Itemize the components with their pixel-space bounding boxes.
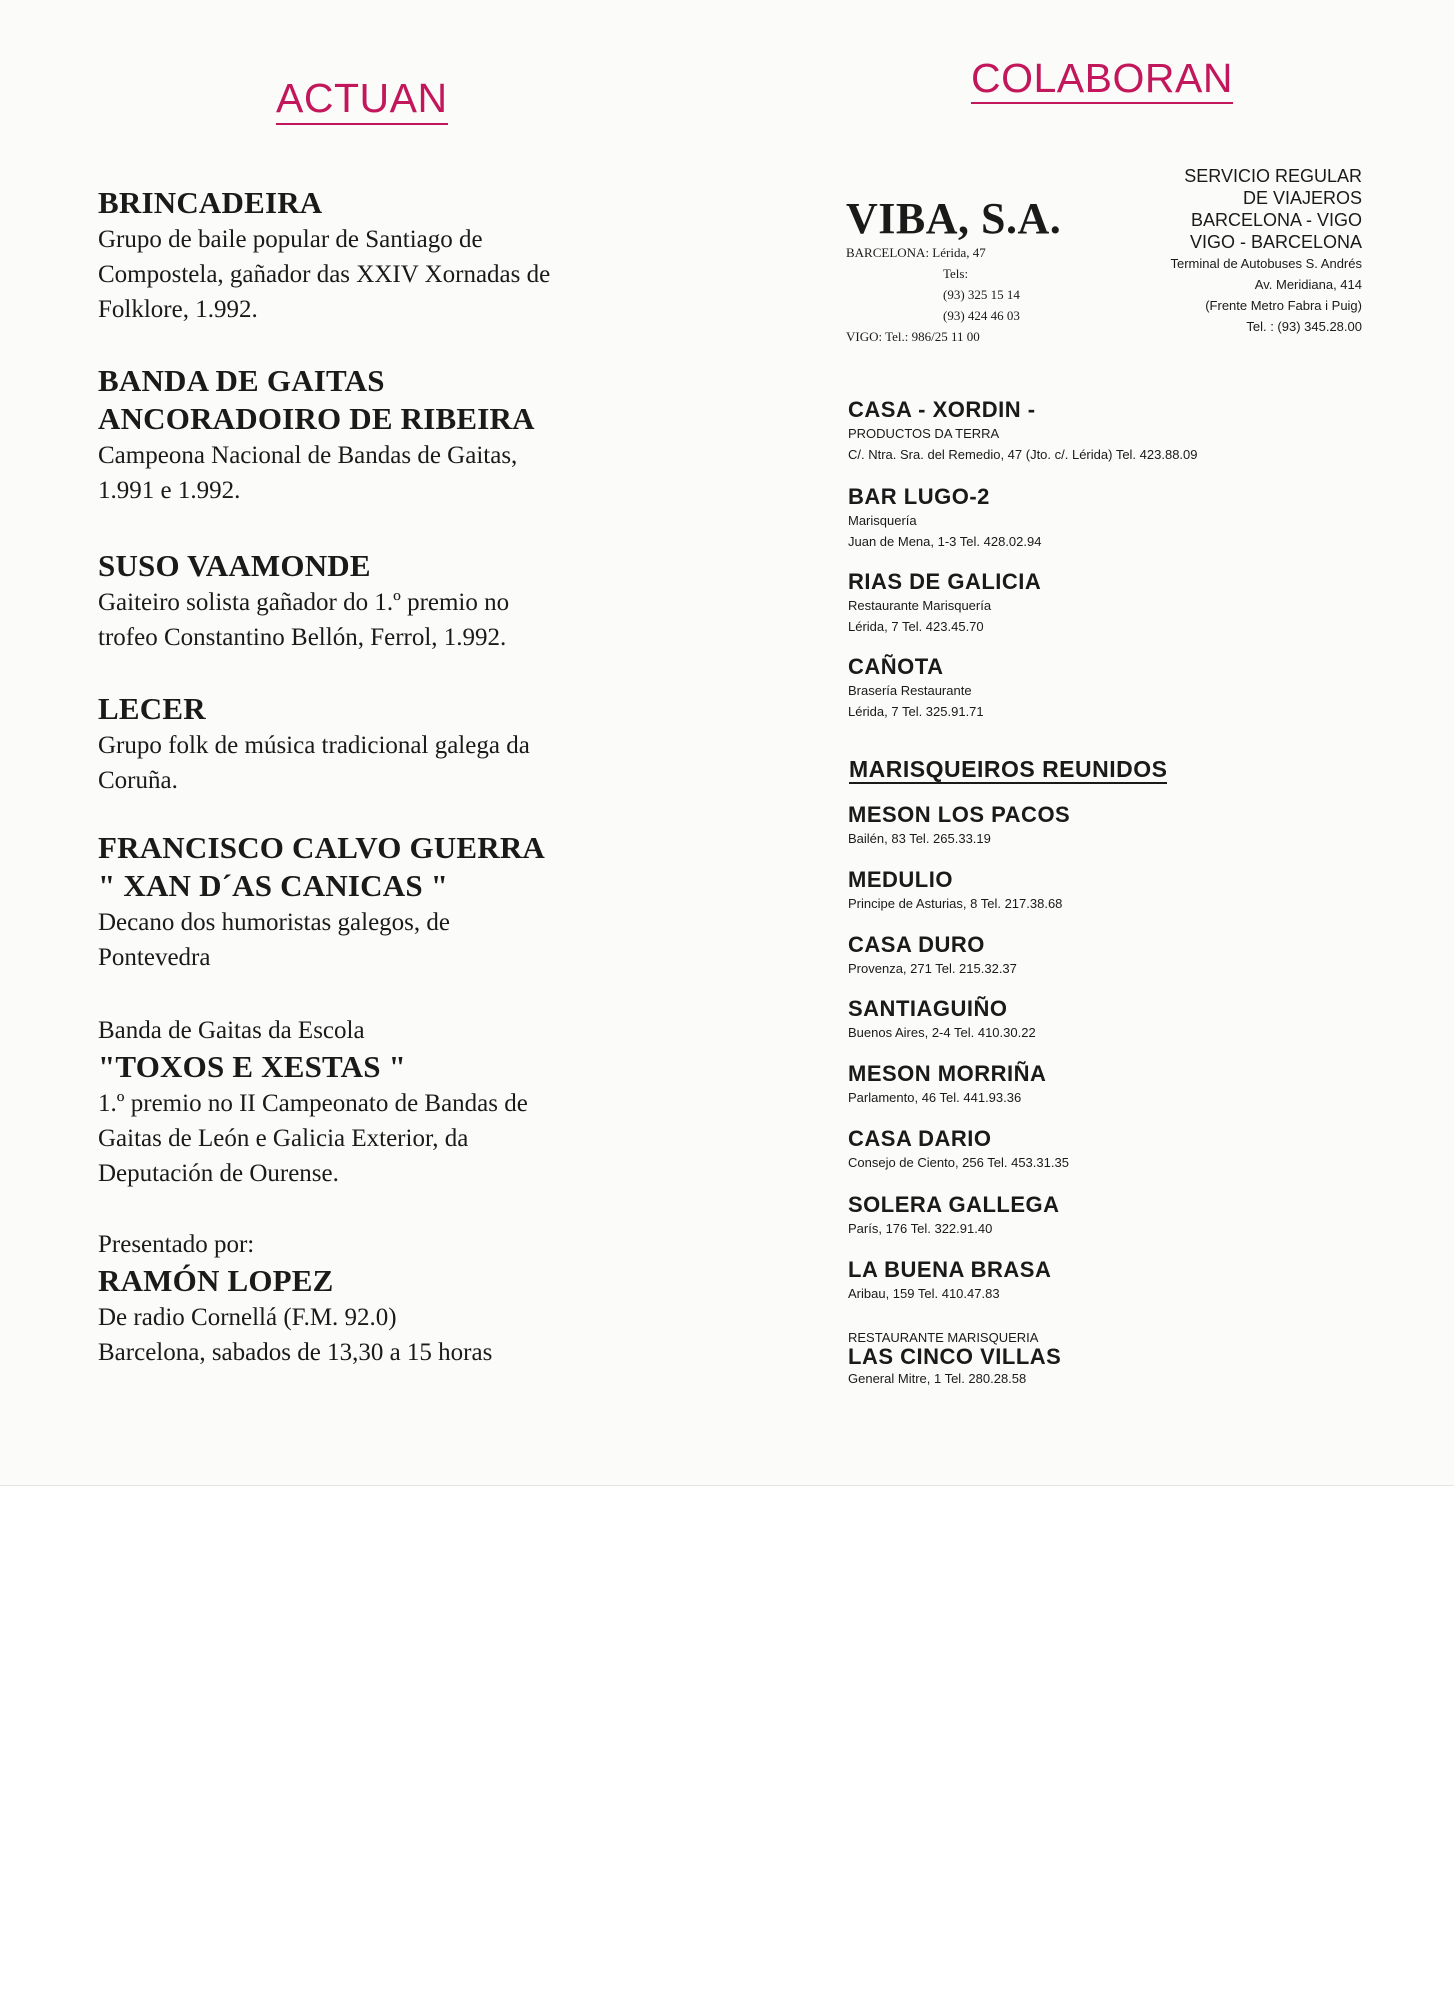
member-line: Buenos Aires, 2-4 Tel. 410.30.22 (848, 1025, 1036, 1040)
sponsor-line: Lérida, 7 Tel. 423.45.70 (848, 619, 984, 634)
viba-line: Tels: (943, 266, 969, 281)
act-lecer (98, 690, 530, 798)
act-desc-line: Gaiteiro solista gañador do 1.º premio no (98, 589, 510, 616)
servicio-address: Tel. : (93) 345.28.00 (1246, 319, 1362, 334)
member-name: LAS CINCO VILLAS (848, 1344, 1062, 1369)
act-desc-line: 1.991 e 1.992. (98, 477, 241, 504)
act-pre: Banda de Gaitas da Escola (98, 1017, 365, 1044)
act-desc-line: Campeona Nacional de Bandas de Gaitas, (98, 442, 518, 469)
act-desc-line: Compostela, gañador das XXIV Xornadas de (98, 261, 551, 288)
member-line: Consejo de Ciento, 256 Tel. 453.31.35 (848, 1155, 1069, 1170)
sponsor-bar-lugo (848, 484, 1041, 552)
act-banda-gaitas (98, 362, 535, 508)
act-desc-line: Gaitas de León e Galicia Exterior, da (98, 1125, 469, 1152)
act-desc-line: trofeo Constantino Bellón, Ferrol, 1.992. (98, 624, 507, 651)
member-line: Provenza, 271 Tel. 215.32.37 (848, 961, 1017, 976)
viba-line: (93) 325 15 14 (943, 287, 1020, 302)
servicio-line: SERVICIO REGULAR (1184, 166, 1362, 186)
act-desc-line: Pontevedra (98, 944, 211, 971)
viba-logo: VIBA, S.A. (846, 194, 1062, 243)
servicio-address: Av. Meridiana, 414 (1254, 277, 1362, 292)
member-la-buena-brasa (848, 1257, 1051, 1304)
act-name: ANCORADOIRO DE RIBEIRA (98, 401, 535, 436)
member-name: MESON LOS PACOS (848, 802, 1071, 827)
viba-line: VIGO: Tel.: 986/25 11 00 (846, 329, 980, 344)
act-brincadeira (98, 184, 550, 327)
act-name: LECER (98, 691, 206, 726)
member-name: SANTIAGUIÑO (848, 996, 1008, 1021)
sponsor-line: PRODUCTOS DA TERRA (848, 426, 1000, 441)
member-line: Parlamento, 46 Tel. 441.93.36 (848, 1090, 1022, 1105)
sponsor-name: RIAS DE GALICIA (848, 569, 1042, 594)
presenter-desc-line: De radio Cornellá (F.M. 92.0) (98, 1304, 397, 1331)
act-francisco-calvo (98, 829, 545, 975)
act-toxos-e-xestas (98, 1014, 528, 1191)
viba-sponsor (846, 196, 1061, 347)
sponsor-line: C/. Ntra. Sra. del Remedio, 47 (Jto. c/. Lérida) Tel. 423.88.09 (848, 447, 1198, 462)
act-desc-line: 1.º premio no II Campeonato de Bandas de (98, 1090, 528, 1117)
act-name: BRINCADEIRA (98, 185, 323, 220)
presenter (98, 1228, 492, 1370)
act-desc-line: Deputación de Ourense. (98, 1160, 339, 1187)
act-desc-line: Grupo de baile popular de Santiago de (98, 226, 483, 253)
servicio-regular (1100, 165, 1362, 337)
member-line: Aribau, 159 Tel. 410.47.83 (848, 1286, 1000, 1301)
presenter-name: RAMÓN LOPEZ (98, 1263, 334, 1298)
sponsor-name: BAR LUGO-2 (848, 484, 990, 509)
act-suso-vaamonde (98, 547, 509, 655)
member-line: Bailén, 83 Tel. 265.33.19 (848, 831, 991, 846)
sponsor-line: Lérida, 7 Tel. 325.91.71 (848, 704, 984, 719)
member-sub: RESTAURANTE MARISQUERIA (848, 1330, 1039, 1345)
act-name: " XAN D´AS CANICAS " (98, 868, 449, 903)
actuan-heading: ACTUAN (276, 78, 448, 125)
sponsor-name: CASA - XORDIN - (848, 397, 1036, 422)
member-name: MESON MORRIÑA (848, 1061, 1047, 1086)
servicio-line: VIGO - BARCELONA (1189, 232, 1362, 252)
sponsor-line: Restaurante Marisquería (848, 598, 992, 613)
presenter-desc-line: Barcelona, sabados de 13,30 a 15 horas (98, 1339, 493, 1366)
viba-line: BARCELONA: Lérida, 47 (846, 245, 986, 260)
act-name: "TOXOS E XESTAS " (98, 1049, 407, 1084)
sponsor-line: Juan de Mena, 1-3 Tel. 428.02.94 (848, 534, 1042, 549)
member-meson-los-pacos (848, 802, 1070, 849)
member-casa-dario (848, 1126, 1069, 1173)
sponsor-line: Marisquería (848, 513, 917, 528)
member-las-cinco-villas (848, 1330, 1061, 1389)
member-line: Principe de Asturias, 8 Tel. 217.38.68 (848, 896, 1063, 911)
viba-line: (93) 424 46 03 (943, 308, 1020, 323)
member-medulio (848, 867, 1062, 914)
servicio-address: (Frente Metro Fabra i Puig) (1205, 298, 1362, 313)
servicio-address: Terminal de Autobuses S. Andrés (1170, 256, 1362, 271)
member-name: LA BUENA BRASA (848, 1257, 1052, 1282)
sponsor-rias-de-galicia (848, 569, 1041, 637)
member-name: SOLERA GALLEGA (848, 1192, 1060, 1217)
act-desc-line: Folklore, 1.992. (98, 296, 258, 323)
member-line: General Mitre, 1 Tel. 280.28.58 (848, 1371, 1027, 1386)
servicio-line: DE VIAJEROS (1242, 188, 1362, 208)
act-desc-line: Grupo folk de música tradicional galega da (98, 732, 530, 759)
act-desc-line: Coruña. (98, 767, 178, 794)
member-line: París, 176 Tel. 322.91.40 (848, 1221, 993, 1236)
member-solera-gallega (848, 1192, 1060, 1239)
member-name: CASA DARIO (848, 1126, 992, 1151)
sponsor-line: Brasería Restaurante (848, 683, 972, 698)
act-name: BANDA DE GAITAS (98, 363, 385, 398)
member-name: CASA DURO (848, 932, 985, 957)
member-meson-morrina (848, 1061, 1046, 1108)
sponsor-casa-xordin (848, 397, 1198, 465)
servicio-line: BARCELONA - VIGO (1190, 210, 1362, 230)
act-name: FRANCISCO CALVO GUERRA (98, 830, 546, 865)
marisqueiros-reunidos-heading: MARISQUEIROS REUNIDOS (849, 756, 1168, 782)
sponsor-canota (848, 654, 984, 722)
member-casa-duro (848, 932, 1017, 979)
act-name: SUSO VAAMONDE (98, 548, 371, 583)
member-name: MEDULIO (848, 867, 953, 892)
sponsor-name: CAÑOTA (848, 654, 944, 679)
member-santiaguino (848, 996, 1036, 1043)
act-desc-line: Decano dos humoristas galegos, de (98, 909, 451, 936)
colaboran-heading: COLABORAN (971, 58, 1233, 104)
presenter-pre: Presentado por: (98, 1231, 255, 1258)
